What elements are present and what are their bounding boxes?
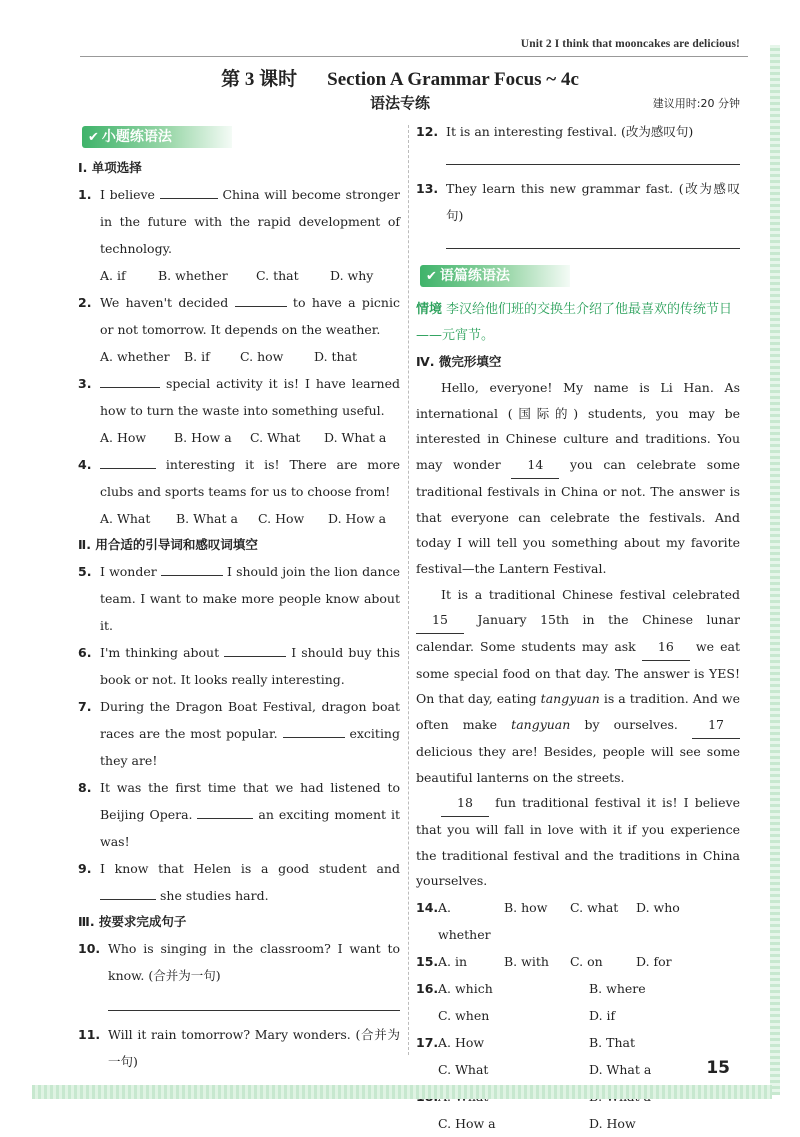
banner-label: 语篇练语法 [439, 268, 510, 284]
cloze-options [416, 1002, 740, 1029]
passage-text: you can celebrate some traditional festivals in China or not. The answer is that everyone can celebrate the festivals. And today I will tell you something about my favorite festival—the Lantern Festival. [416, 457, 740, 576]
answer-blank[interactable] [100, 373, 160, 388]
cloze-blank-17[interactable]: 17 [692, 712, 740, 739]
banner-small-grammar [82, 126, 232, 148]
question-number: 6. [78, 645, 92, 660]
question-text: interesting it is! There are more clubs and sports teams for us to choose from! [100, 457, 400, 499]
passage-text: Hello, everyone! My name is Li Han. As international (国际的) students, you may be interested in Chinese culture and traditions. You may wonder [416, 380, 740, 473]
cloze-question-17 [416, 1029, 740, 1083]
footer-decor-strip [32, 1085, 772, 1099]
cloze-question-15 [416, 948, 740, 975]
passage-text: fun traditional festival it is! I believe that you will fall in love with it if you experience the traditional festival and the traditions in China yourselves. [416, 795, 740, 889]
answer-blank[interactable] [283, 723, 345, 738]
question-text: They learn this new grammar fast. (改为感叹句) [446, 181, 740, 223]
question-text: It is an interesting festival. (改为感叹句) [446, 124, 694, 139]
option[interactable]: C. How a [438, 1116, 496, 1132]
section-heading-4: Ⅳ. 微完形填空 [416, 354, 502, 369]
option[interactable]: B. how [504, 900, 548, 916]
question-text: We haven't decided [100, 295, 229, 310]
question-text: Will it rain tomorrow? Mary wonders. (合并为一句) [108, 1027, 400, 1069]
cloze-options [416, 1029, 740, 1056]
question-number: 11. [78, 1027, 101, 1042]
option[interactable]: C. how [240, 349, 284, 364]
question-text: I should join the lion dance team. I want to make more people know about it. [100, 564, 401, 633]
question-number: 4. [78, 457, 92, 472]
option[interactable]: D. What a [324, 430, 387, 445]
question-text: During the Dragon Boat Festival, dragon boat races are the most popular. [100, 699, 400, 741]
cloze-blank-15[interactable]: 15 [416, 607, 464, 634]
option[interactable]: A. How [438, 1035, 485, 1051]
option[interactable]: D. How [589, 1116, 636, 1132]
answer-blank[interactable] [100, 454, 156, 469]
question-10 [78, 935, 400, 989]
question-7 [78, 693, 400, 774]
answer-line-13[interactable] [446, 247, 740, 249]
option[interactable]: A. which [438, 981, 493, 997]
answer-line-12[interactable] [446, 163, 740, 165]
option[interactable]: A. What [100, 511, 151, 526]
situation-text: 李汉给他们班的交换生介绍了他最喜欢的传统节日——元宵节。 [416, 302, 733, 343]
option[interactable]: B. whether [158, 268, 228, 283]
section-heading-1: Ⅰ. 单项选择 [78, 160, 142, 175]
option[interactable]: B. How a [174, 430, 232, 445]
cloze-question-16 [416, 975, 740, 1029]
section-heading-3: Ⅲ. 按要求完成句子 [78, 914, 187, 929]
question-text: special activity it is! I have learned how to turn the waste into something useful. [100, 376, 400, 418]
option[interactable]: B. That [589, 1035, 635, 1051]
option[interactable]: A. in [438, 954, 468, 970]
question-number: 10. [78, 941, 101, 956]
question-text: to have a picnic or not tomorrow. It depends on the weather. [100, 295, 400, 337]
cloze-options [416, 894, 740, 948]
lesson-section: Section A Grammar Focus ~ 4c [327, 69, 579, 90]
option[interactable]: D. for [636, 954, 672, 970]
question-text: I'm thinking about [100, 645, 220, 660]
question-text: I believe [100, 187, 155, 202]
option[interactable]: D. How a [328, 511, 387, 526]
question-number: 16. [416, 981, 439, 997]
question-text: exciting they are! [100, 726, 400, 768]
cloze-blank-14[interactable]: 14 [511, 452, 559, 479]
cloze-options [416, 975, 740, 1002]
situation-box [416, 297, 740, 349]
lesson-title [0, 64, 800, 91]
question-text: It was the first time that we had listened to Beijing Opera. [100, 780, 400, 822]
question-number: 8. [78, 780, 92, 795]
passage-paragraph-2 [416, 582, 740, 791]
passage-text: we eat some special food on that day. The answer is YES! On that day, eating [416, 639, 740, 707]
question-number: 15. [416, 954, 439, 970]
check-icon: ✔ [426, 269, 437, 284]
option[interactable]: C. when [438, 1008, 490, 1024]
option[interactable]: B. with [504, 954, 549, 970]
question-text: I wonder [100, 564, 157, 579]
answer-line-10[interactable] [108, 1009, 400, 1011]
question-number: 2. [78, 295, 92, 310]
passage-text: delicious they are! Besides, people will see some beautiful lanterns on the streets. [416, 743, 740, 785]
question-5 [78, 558, 400, 639]
header-rule [80, 56, 748, 57]
question-number: 3. [78, 376, 92, 391]
question-2 [78, 289, 400, 343]
options-4 [78, 505, 400, 532]
option[interactable]: B. if [184, 349, 210, 364]
column-divider [408, 125, 409, 1055]
cloze-question-14 [416, 894, 740, 948]
answer-blank[interactable] [235, 292, 287, 307]
situation-label: 情境 [416, 302, 443, 317]
question-number: 9. [78, 861, 92, 876]
question-3 [78, 370, 400, 424]
cloze-options [416, 1056, 740, 1083]
answer-blank[interactable] [161, 561, 223, 576]
question-number: 17. [416, 1035, 439, 1051]
option[interactable]: C. on [570, 954, 603, 970]
banner-wrap [416, 259, 740, 293]
question-12 [416, 118, 740, 145]
question-number: 7. [78, 699, 92, 714]
page-number: 15 [706, 1058, 730, 1078]
option[interactable]: D. that [314, 349, 358, 364]
option[interactable]: D. who [636, 900, 680, 916]
question-4 [78, 451, 400, 505]
section-heading-2: Ⅱ. 用合适的引导词和感叹词填空 [78, 537, 258, 552]
answer-blank[interactable] [160, 184, 218, 199]
option[interactable]: B. where [589, 981, 646, 997]
cloze-options [416, 948, 740, 975]
option[interactable]: B. What a [176, 511, 238, 526]
option[interactable]: D. What a [589, 1062, 652, 1078]
passage-italic: tangyuan [511, 717, 571, 733]
question-number: 13. [416, 181, 439, 196]
options-2 [78, 343, 400, 370]
suggested-time: 建议用时:20 分钟 [652, 97, 740, 110]
cloze-options [416, 1110, 740, 1137]
passage-paragraph-3 [416, 790, 740, 894]
question-text: she studies hard. [159, 888, 269, 903]
question-text: China will become stronger in the future with the rapid development of technology. [100, 187, 400, 256]
cloze-blank-18[interactable]: 18 [441, 790, 489, 817]
option[interactable]: D. if [589, 1008, 616, 1024]
question-8 [78, 774, 400, 855]
banner-text-grammar [420, 265, 570, 287]
passage-text: January 15th in the Chinese lunar calendar. Some students may ask [416, 612, 740, 655]
options-1 [78, 262, 400, 289]
option[interactable]: C. What [250, 430, 301, 445]
question-number: 12. [416, 124, 439, 139]
check-icon: ✔ [88, 130, 99, 145]
page-subtitle: 语法专练 [369, 94, 430, 112]
question-text: Who is singing in the classroom? I want to know. (合并为一句) [108, 941, 400, 983]
left-column [78, 155, 400, 1109]
lesson-number: 第 3 课时 [221, 69, 298, 90]
unit-header: Unit 2 I think that mooncakes are delicious! [520, 38, 740, 50]
question-11 [78, 1021, 400, 1075]
passage-paragraph-1 [416, 375, 740, 582]
option[interactable]: C. what [570, 900, 619, 916]
question-text: I should buy this book or not. It looks really interesting. [100, 645, 400, 687]
option[interactable]: C. How [258, 511, 305, 526]
options-3 [78, 424, 400, 451]
option[interactable]: C. that [256, 268, 299, 283]
question-text: I know that Helen is a good student and [100, 861, 400, 876]
question-number: 1. [78, 187, 92, 202]
answer-blank[interactable] [197, 804, 253, 819]
question-6 [78, 639, 400, 693]
option[interactable]: A. How [100, 430, 147, 445]
right-column [416, 118, 740, 1137]
question-1 [78, 181, 400, 262]
question-number: 14. [416, 900, 439, 916]
passage-text: is a tradition. And we often make [416, 691, 740, 733]
option[interactable]: D. why [330, 268, 374, 283]
passage-text: by ourselves. [584, 717, 678, 733]
passage-text: It is a traditional Chinese festival celebrated [441, 586, 740, 602]
option[interactable]: A. whether [438, 900, 491, 943]
question-number: 5. [78, 564, 92, 579]
cloze-blank-16[interactable]: 16 [642, 634, 690, 661]
answer-blank[interactable] [100, 885, 156, 900]
option[interactable]: A. if [100, 268, 126, 283]
question-9 [78, 855, 400, 909]
passage-italic: tangyuan [540, 691, 600, 707]
option[interactable]: C. What [438, 1062, 489, 1078]
answer-blank[interactable] [224, 642, 286, 657]
option[interactable]: A. whether [100, 349, 170, 364]
question-13 [416, 175, 740, 229]
side-decor-strip [770, 45, 780, 1095]
banner-label: 小题练语法 [101, 129, 172, 145]
question-text: an exciting moment it was! [100, 807, 400, 849]
